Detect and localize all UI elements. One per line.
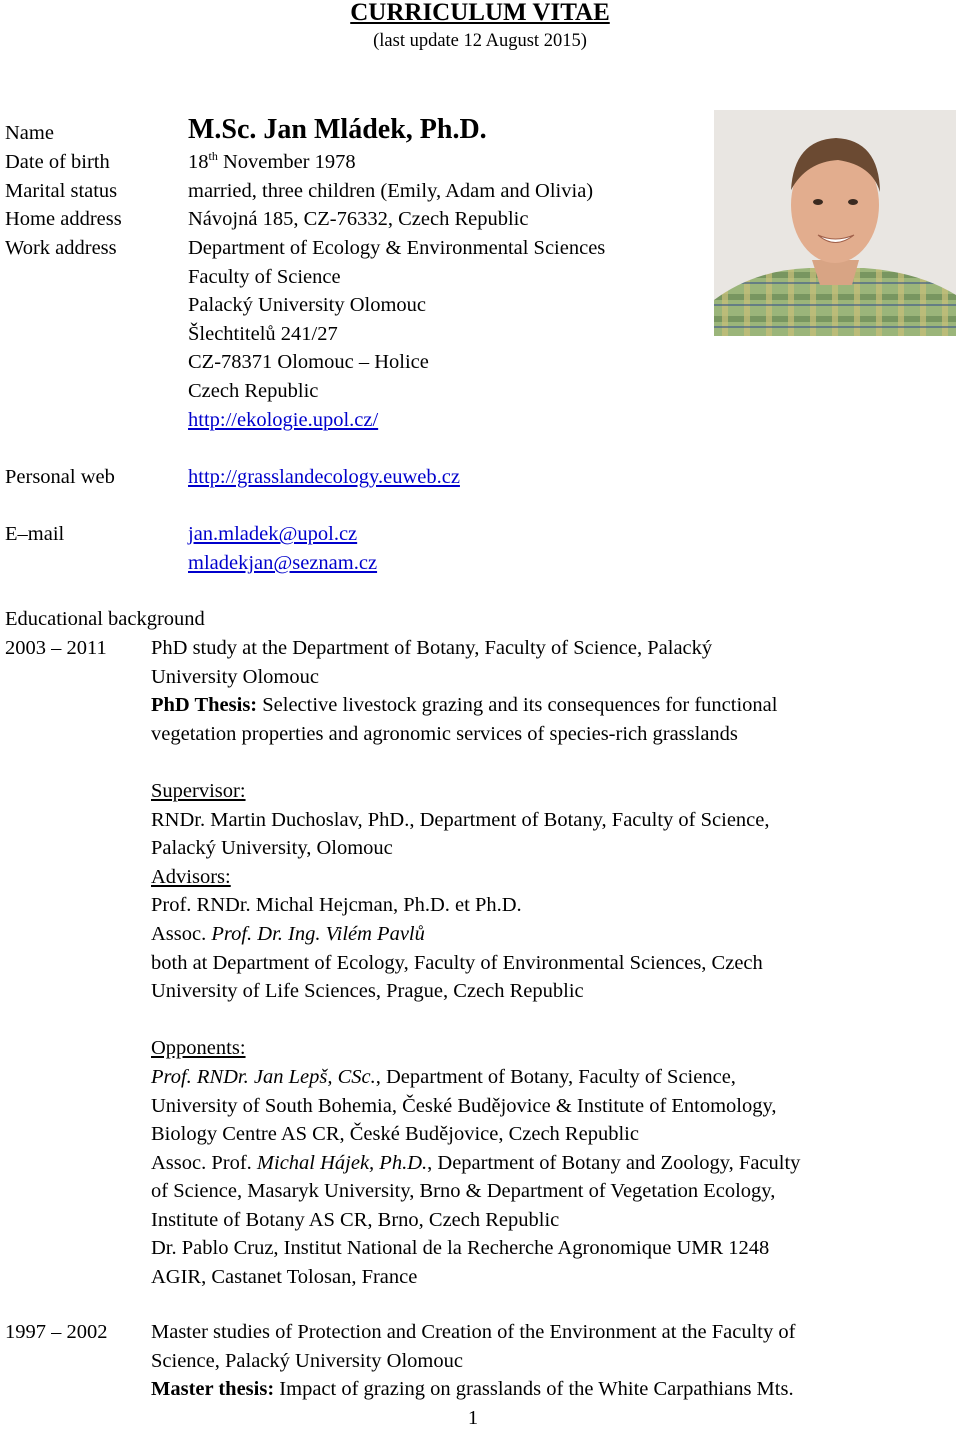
email-link-seznam[interactable]: mladekjan@seznam.cz <box>188 551 378 574</box>
master-years: 1997 – 2002 <box>5 1321 108 1343</box>
master-description: Master studies of Protection and Creation of the Environment at the Faculty of Science, Palacký University Olomouc Master thesis: Impact of grazing on grasslands of the White Carpathians Mts. <box>151 1321 796 1401</box>
personal-web-link[interactable]: http://grasslandecology.euweb.cz <box>188 466 460 488</box>
home-label: Home address <box>5 208 122 230</box>
page-title: CURRICULUM VITAE <box>350 0 610 26</box>
web-label: Personal web <box>5 466 115 488</box>
work-address <box>188 234 605 434</box>
home-value: Návojná 185, CZ-76332, Czech Republic <box>188 208 529 230</box>
email-label: E–mail <box>5 523 65 545</box>
email-list <box>188 520 377 577</box>
dob-value: 18th November 1978 <box>188 149 356 173</box>
phd-description: PhD study at the Department of Botany, Faculty of Science, Palacký University Olomouc PhD Thesis: Selective livestock grazing and its consequences for functional vegetation properties and agronomic services of species-rich grasslands Supervisor: RNDr. Martin Duchoslav, PhD., Department of Botany, Faculty of Science, Palacký University, Olomouc Advisors: Prof. RNDr. Michal Hejcman, Ph.D. et Ph.D. Assoc. Prof. Dr. Ing. Vilém Pavlů both at Department of Ecology, Faculty of Environmental Sciences, Czech University of Life Sciences, Prague, Czech Republic Opponents: Prof. RNDr. Jan Lepš, CSc., Department of Botany, Faculty of Science, University of South Bohemia, České Budějovice & Institute of Entomology, Biology Centre AS CR, České Budějovice, Czech Republic Assoc. Prof. Michal Hájek, Ph.D., Department of Botany and Zoology, Faculty of Science, Masaryk University, Brno & Department of Vegetation Ecology, Institute of Botany AS CR, Brno, Czech Republic Dr. Pablo Cruz, Institut National de la Recherche Agronomique UMR 1248 AGIR, Castanet Tolosan, France <box>151 637 801 1289</box>
page-number: 1 <box>467 1407 479 1429</box>
full-name: M.Sc. Jan Mládek, Ph.D. <box>188 114 487 145</box>
work-label: Work address <box>5 237 117 259</box>
portrait-photo <box>714 110 956 336</box>
work-line: Czech Republic <box>188 379 319 402</box>
dob-label: Date of birth <box>5 151 110 173</box>
phd-thesis-label: PhD Thesis: <box>151 694 258 717</box>
work-line: Šlechtitelů 241/27 <box>188 322 338 345</box>
name-label: Name <box>5 122 54 144</box>
work-line: CZ-78371 Olomouc – Holice <box>188 351 429 374</box>
phd-years: 2003 – 2011 <box>5 637 107 659</box>
work-line: Department of Ecology & Environmental Sciences <box>188 237 606 259</box>
work-line: Palacký University Olomouc <box>188 294 426 317</box>
work-line: Faculty of Science <box>188 265 341 288</box>
marital-value: married, three children (Emily, Adam and Olivia) <box>188 180 594 202</box>
work-url-link[interactable]: http://ekologie.upol.cz/ <box>188 408 379 431</box>
master-thesis-label: Master thesis: <box>151 1378 275 1401</box>
last-update: (last update 12 August 2015) <box>373 31 587 51</box>
supervisor-label: Supervisor: <box>151 779 246 802</box>
advisors-label: Advisors: <box>151 865 231 888</box>
education-heading: Educational background <box>5 608 205 630</box>
marital-label: Marital status <box>5 180 118 202</box>
email-link-upol[interactable]: jan.mladek@upol.cz <box>188 523 358 545</box>
opponents-label: Opponents: <box>151 1037 246 1060</box>
